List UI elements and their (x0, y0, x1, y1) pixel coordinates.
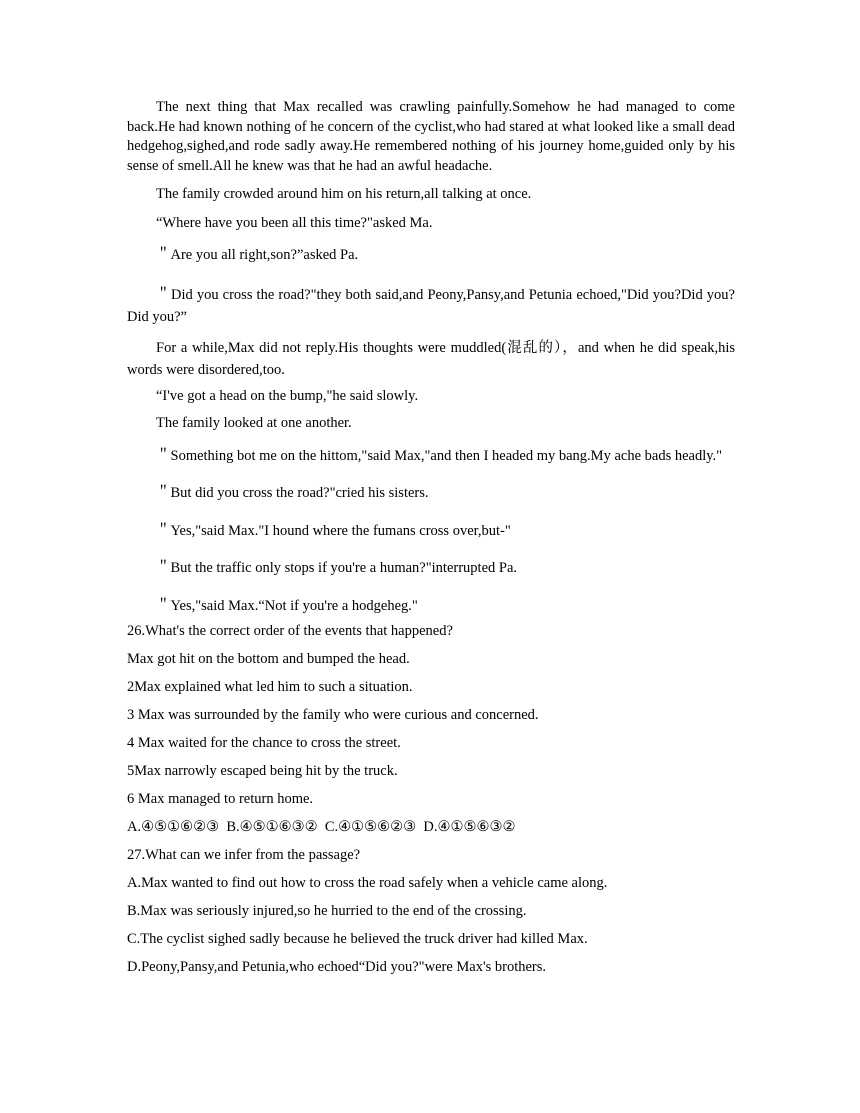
question-27 (127, 846, 735, 978)
document-page (127, 98, 735, 986)
paragraph-13: ＂Yes,"said Max.“Not if you're a hodgeheg." (156, 597, 418, 614)
question-27-option-d: D.Peony,Pansy,and Petunia,who echoed“Did you?"were Max's brothers. (127, 959, 546, 975)
paragraph-9: ＂Something bot me on the hittom,"said Max,"and then I headed my bang.My ache bads headly." (156, 447, 723, 464)
question-27-option-a: A.Max wanted to find out how to cross the road safely when a vehicle came along. (127, 875, 608, 891)
paragraph-3: “Where have you been all this time?"asked Ma. (156, 214, 433, 231)
paragraph-2: The family crowded around him on his return,all talking at once. (156, 186, 532, 202)
question-27-option-c: C.The cyclist sighed sadly because he believed the truck driver had killed Max. (127, 931, 588, 947)
paragraph-11: ＂Yes,"said Max."I hound where the fumans cross over,but-" (156, 522, 511, 539)
paragraph-12: ＂But the traffic only stops if you're a human?"interrupted Pa. (156, 560, 518, 576)
question-26-item-1: Max got hit on the bottom and bumped the head. (127, 651, 410, 667)
paragraph-1: The next thing that Max recalled was crawling painfully.Somehow he had managed to come back.He had known nothing of he concern of the cyclist,who had stared at what looked like a small dead hedgehog,sighed,and rode sadly away.He remembered nothing of his journey home,guided only by his sense of smell.All he knew was that he had an awful headache. (127, 99, 735, 174)
question-26-item-6: 6 Max managed to return home. (127, 791, 314, 807)
question-26 (127, 622, 735, 838)
question-27-option-b: B.Max was seriously injured,so he hurried to the end of the crossing. (127, 903, 527, 919)
question-27-stem: 27.What can we infer from the passage? (127, 847, 361, 863)
paragraph-5: ＂Did you cross the road?"they both said,and Peony,Pansy,and Petunia echoed,"Did you?Did you?Did you?” (127, 286, 735, 325)
paragraph-4: ＂Are you all right,son?”asked Pa. (156, 247, 359, 263)
paragraph-8: The family looked at one another. (156, 415, 352, 431)
question-26-item-3: 3 Max was surrounded by the family who were curious and concerned. (127, 707, 539, 723)
paragraph-10: ＂But did you cross the road?"cried his sisters. (156, 485, 429, 501)
paragraph-7: “I've got a head on the bump,"he said slowly. (156, 387, 419, 404)
question-26-stem: 26.What's the correct order of the events that happened? (127, 623, 453, 639)
question-26-item-5: 5Max narrowly escaped being hit by the truck. (127, 763, 398, 779)
question-26-options: A.④⑤①⑥②③ B.④⑤①⑥③② C.④①⑤⑥②③ D.④①⑤⑥③② (127, 819, 516, 835)
question-26-item-4: 4 Max waited for the chance to cross the street. (127, 735, 401, 751)
question-26-item-2: 2Max explained what led him to such a situation. (127, 679, 413, 695)
paragraph-6: For a while,Max did not reply.His thoughts were muddled(混乱的），and when he did speak,his words were disordered,too. (127, 339, 735, 378)
